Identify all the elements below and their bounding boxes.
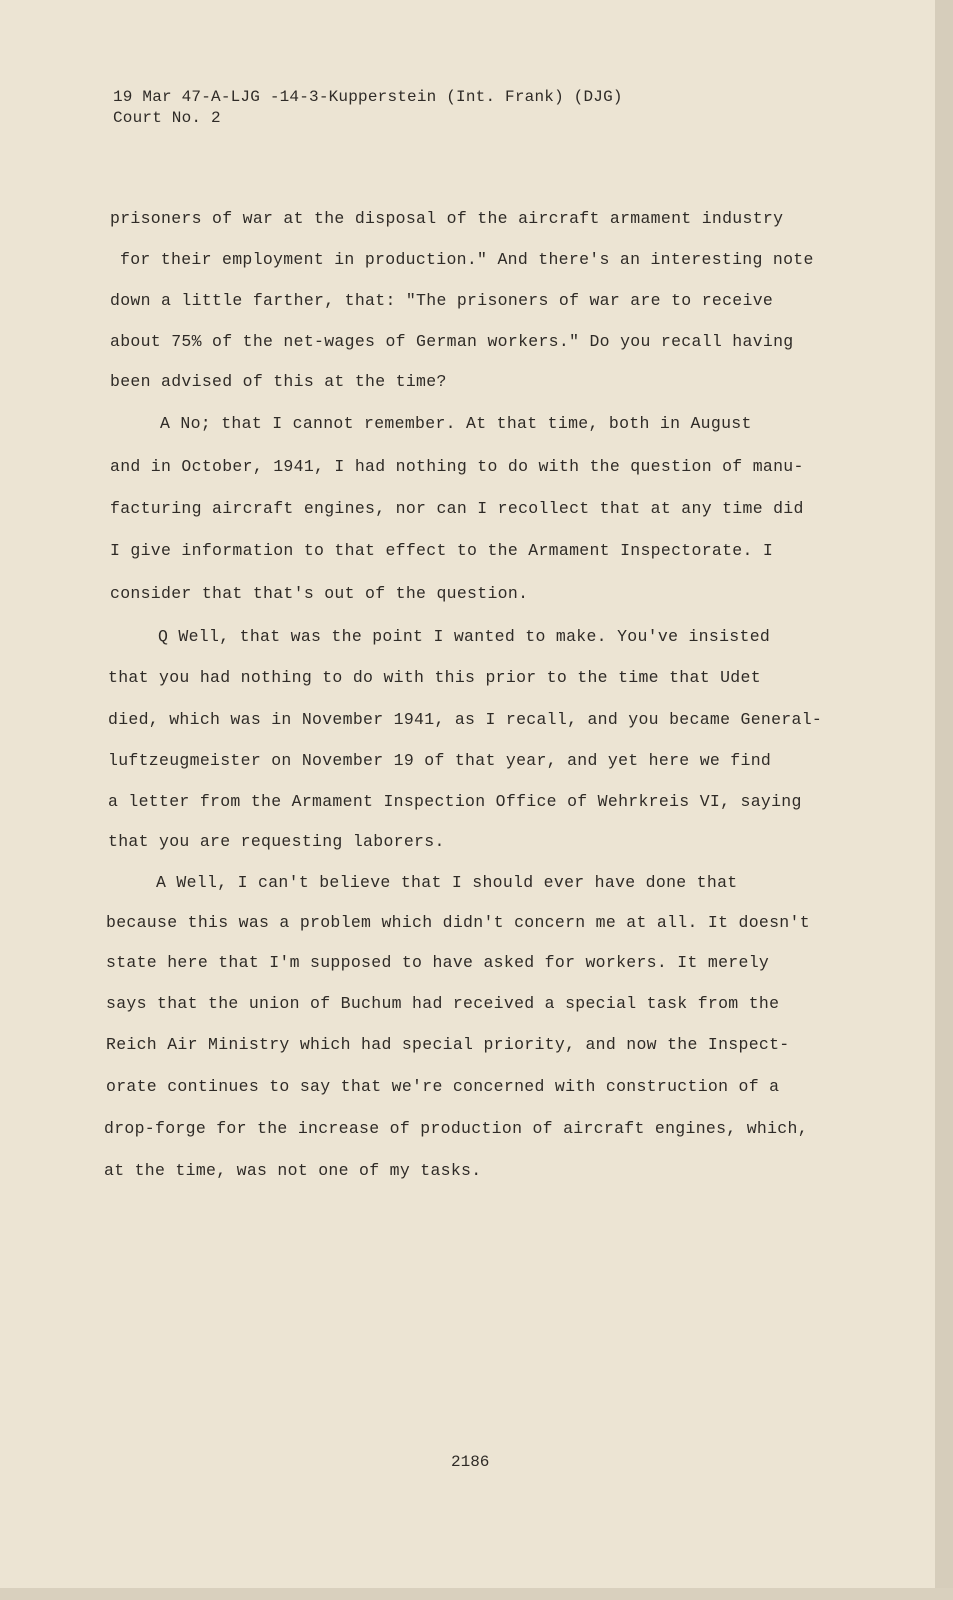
- transcript-line: prisoners of war at the disposal of the aircraft armament industry: [110, 209, 784, 228]
- transcript-line: I give information to that effect to the Armament Inspectorate. I: [110, 541, 774, 560]
- transcript-line: that you are requesting laborers.: [108, 832, 445, 851]
- transcript-line: orate continues to say that we're concerned with construction of a: [106, 1077, 780, 1096]
- transcript-line: because this was a problem which didn't concern me at all. It doesn't: [106, 913, 810, 932]
- page-edge-shadow: [935, 0, 953, 1600]
- transcript-line: consider that that's out of the question.: [110, 584, 529, 603]
- transcript-line: Q Well, that was the point I wanted to make. You've insisted: [158, 627, 771, 646]
- transcript-line: down a little farther, that: "The prisoners of war are to receive: [110, 291, 774, 310]
- page-number: 2186: [451, 1453, 490, 1471]
- transcript-line: facturing aircraft engines, nor can I recollect that at any time did: [110, 499, 804, 518]
- transcript-line: state here that I'm supposed to have asked for workers. It merely: [106, 953, 770, 972]
- transcript-line: at the time, was not one of my tasks.: [104, 1161, 482, 1180]
- transcript-line: and in October, 1941, I had nothing to do with the question of manu-: [110, 457, 804, 476]
- transcript-line: that you had nothing to do with this prior to the time that Udet: [108, 668, 761, 687]
- transcript-line: a letter from the Armament Inspection Office of Wehrkreis VI, saying: [108, 792, 802, 811]
- transcript-line: luftzeugmeister on November 19 of that year, and yet here we find: [108, 751, 772, 770]
- transcript-line: says that the union of Buchum had received a special task from the: [106, 994, 780, 1013]
- transcript-line: died, which was in November 1941, as I recall, and you became General-: [108, 710, 823, 729]
- transcript-line: A No; that I cannot remember. At that time, both in August: [160, 414, 752, 433]
- transcript-line: for their employment in production." And there's an interesting note: [120, 250, 814, 269]
- transcript-line: drop-forge for the increase of production of aircraft engines, which,: [104, 1119, 808, 1138]
- header-line-2: Court No. 2: [113, 109, 221, 127]
- header-line-1: 19 Mar 47-A-LJG -14-3-Kupperstein (Int. Frank) (DJG): [113, 88, 623, 106]
- transcript-line: Reich Air Ministry which had special priority, and now the Inspect-: [106, 1035, 790, 1054]
- page-bottom-edge: [0, 1588, 953, 1600]
- transcript-line: A Well, I can't believe that I should ever have done that: [156, 873, 738, 892]
- transcript-line: been advised of this at the time?: [110, 372, 447, 391]
- transcript-line: about 75% of the net-wages of German workers." Do you recall having: [110, 332, 794, 351]
